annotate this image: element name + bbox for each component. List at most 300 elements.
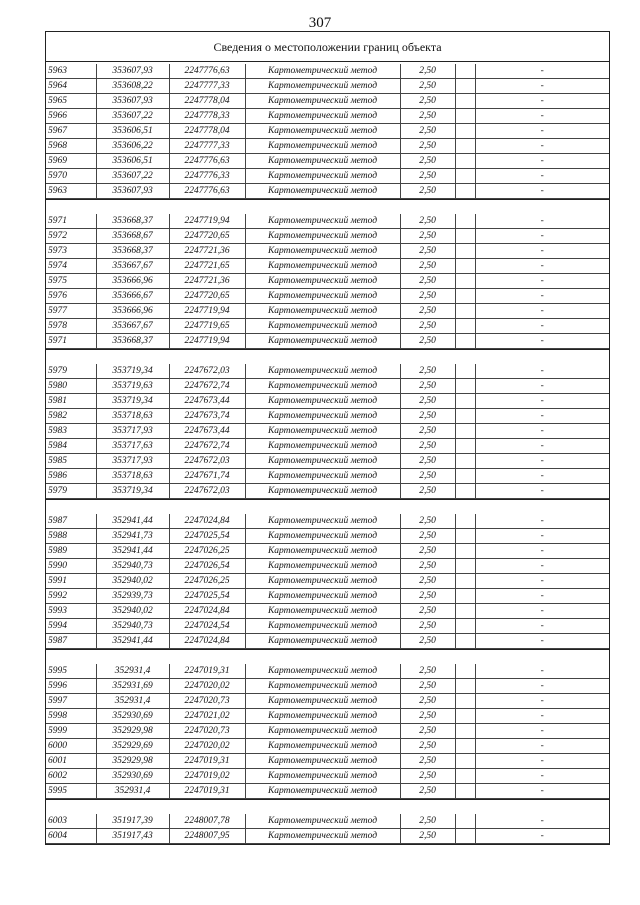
empty-cell <box>455 379 475 394</box>
point-number-cell: 5963 <box>46 184 96 199</box>
empty-cell <box>455 424 475 439</box>
note-cell: - <box>475 769 609 784</box>
y-coordinate-cell: 2247024,54 <box>169 619 245 634</box>
x-coordinate-cell: 353718,63 <box>96 469 169 484</box>
x-coordinate-cell: 352941,44 <box>96 544 169 559</box>
accuracy-cell: 2,50 <box>400 559 455 574</box>
note-cell: - <box>475 79 609 94</box>
table-row <box>46 109 609 124</box>
accuracy-cell: 2,50 <box>400 724 455 739</box>
empty-cell <box>455 364 475 379</box>
x-coordinate-cell: 352931,4 <box>96 694 169 709</box>
method-cell: Картометрический метод <box>245 94 400 109</box>
x-coordinate-cell: 353719,34 <box>96 484 169 499</box>
empty-cell <box>455 724 475 739</box>
note-cell: - <box>475 64 609 79</box>
point-number-cell: 5987 <box>46 634 96 649</box>
y-coordinate-cell: 2247721,36 <box>169 244 245 259</box>
method-cell: Картометрический метод <box>245 109 400 124</box>
method-cell: Картометрический метод <box>245 589 400 604</box>
point-number-cell: 5978 <box>46 319 96 334</box>
block-separator <box>46 199 609 214</box>
y-coordinate-cell: 2247672,03 <box>169 484 245 499</box>
note-cell: - <box>475 589 609 604</box>
y-coordinate-cell: 2247026,54 <box>169 559 245 574</box>
note-cell: - <box>475 289 609 304</box>
y-coordinate-cell: 2247025,54 <box>169 589 245 604</box>
coordinate-table <box>46 814 609 844</box>
coordinates-document <box>45 31 610 845</box>
point-number-cell: 5979 <box>46 484 96 499</box>
x-coordinate-cell: 352939,73 <box>96 589 169 604</box>
point-number-cell: 5992 <box>46 589 96 604</box>
y-coordinate-cell: 2247024,84 <box>169 604 245 619</box>
method-cell: Картометрический метод <box>245 559 400 574</box>
section-title: Сведения о местоположении границ объекта <box>46 32 609 62</box>
table-row <box>46 829 609 844</box>
table-row <box>46 259 609 274</box>
method-cell: Картометрический метод <box>245 664 400 679</box>
empty-cell <box>455 574 475 589</box>
note-cell: - <box>475 154 609 169</box>
table-row <box>46 529 609 544</box>
empty-cell <box>455 484 475 499</box>
empty-cell <box>455 529 475 544</box>
point-number-cell: 5988 <box>46 529 96 544</box>
y-coordinate-cell: 2247776,63 <box>169 154 245 169</box>
empty-cell <box>455 79 475 94</box>
method-cell: Картометрический метод <box>245 454 400 469</box>
note-cell: - <box>475 604 609 619</box>
method-cell: Картометрический метод <box>245 424 400 439</box>
empty-cell <box>455 229 475 244</box>
y-coordinate-cell: 2247719,94 <box>169 214 245 229</box>
x-coordinate-cell: 352931,4 <box>96 664 169 679</box>
y-coordinate-cell: 2247672,03 <box>169 454 245 469</box>
point-number-cell: 5965 <box>46 94 96 109</box>
empty-cell <box>455 244 475 259</box>
point-number-cell: 5990 <box>46 559 96 574</box>
accuracy-cell: 2,50 <box>400 184 455 199</box>
note-cell: - <box>475 424 609 439</box>
y-coordinate-cell: 2247020,02 <box>169 679 245 694</box>
y-coordinate-cell: 2247024,84 <box>169 514 245 529</box>
empty-cell <box>455 139 475 154</box>
note-cell: - <box>475 619 609 634</box>
accuracy-cell: 2,50 <box>400 694 455 709</box>
accuracy-cell: 2,50 <box>400 769 455 784</box>
x-coordinate-cell: 353607,22 <box>96 109 169 124</box>
x-coordinate-cell: 353666,67 <box>96 289 169 304</box>
point-number-cell: 5977 <box>46 304 96 319</box>
method-cell: Картометрический метод <box>245 769 400 784</box>
note-cell: - <box>475 439 609 454</box>
accuracy-cell: 2,50 <box>400 274 455 289</box>
note-cell: - <box>475 484 609 499</box>
accuracy-cell: 2,50 <box>400 109 455 124</box>
y-coordinate-cell: 2247777,33 <box>169 79 245 94</box>
empty-cell <box>455 829 475 844</box>
empty-cell <box>455 184 475 199</box>
accuracy-cell: 2,50 <box>400 259 455 274</box>
method-cell: Картометрический метод <box>245 409 400 424</box>
method-cell: Картометрический метод <box>245 214 400 229</box>
point-number-cell: 5989 <box>46 544 96 559</box>
x-coordinate-cell: 353666,96 <box>96 304 169 319</box>
method-cell: Картометрический метод <box>245 724 400 739</box>
method-cell: Картометрический метод <box>245 289 400 304</box>
y-coordinate-cell: 2247019,02 <box>169 769 245 784</box>
x-coordinate-cell: 352931,4 <box>96 784 169 799</box>
y-coordinate-cell: 2247673,44 <box>169 394 245 409</box>
table-row <box>46 484 609 499</box>
method-cell: Картометрический метод <box>245 529 400 544</box>
empty-cell <box>455 169 475 184</box>
note-cell: - <box>475 469 609 484</box>
note-cell: - <box>475 829 609 844</box>
accuracy-cell: 2,50 <box>400 544 455 559</box>
note-cell: - <box>475 319 609 334</box>
empty-cell <box>455 754 475 769</box>
x-coordinate-cell: 352940,02 <box>96 574 169 589</box>
note-cell: - <box>475 364 609 379</box>
point-number-cell: 5983 <box>46 424 96 439</box>
table-row <box>46 784 609 799</box>
accuracy-cell: 2,50 <box>400 364 455 379</box>
note-cell: - <box>475 109 609 124</box>
empty-cell <box>455 259 475 274</box>
block-separator <box>46 799 609 814</box>
table-row <box>46 544 609 559</box>
block-separator <box>46 349 609 364</box>
note-cell: - <box>475 304 609 319</box>
accuracy-cell: 2,50 <box>400 589 455 604</box>
y-coordinate-cell: 2247024,84 <box>169 634 245 649</box>
point-number-cell: 5981 <box>46 394 96 409</box>
note-cell: - <box>475 574 609 589</box>
empty-cell <box>455 334 475 349</box>
point-number-cell: 5976 <box>46 289 96 304</box>
point-number-cell: 6004 <box>46 829 96 844</box>
method-cell: Картометрический метод <box>245 484 400 499</box>
y-coordinate-cell: 2247025,54 <box>169 529 245 544</box>
method-cell: Картометрический метод <box>245 259 400 274</box>
table-row <box>46 604 609 619</box>
accuracy-cell: 2,50 <box>400 424 455 439</box>
empty-cell <box>455 559 475 574</box>
table-row <box>46 154 609 169</box>
empty-cell <box>455 589 475 604</box>
x-coordinate-cell: 352931,69 <box>96 679 169 694</box>
table-row <box>46 379 609 394</box>
note-cell: - <box>475 694 609 709</box>
point-number-cell: 5966 <box>46 109 96 124</box>
empty-cell <box>455 94 475 109</box>
y-coordinate-cell: 2247672,03 <box>169 364 245 379</box>
accuracy-cell: 2,50 <box>400 229 455 244</box>
note-cell: - <box>475 559 609 574</box>
table-row <box>46 634 609 649</box>
x-coordinate-cell: 352940,73 <box>96 619 169 634</box>
x-coordinate-cell: 352941,73 <box>96 529 169 544</box>
y-coordinate-cell: 2247719,65 <box>169 319 245 334</box>
note-cell: - <box>475 394 609 409</box>
point-number-cell: 5998 <box>46 709 96 724</box>
note-cell: - <box>475 94 609 109</box>
table-row <box>46 244 609 259</box>
y-coordinate-cell: 2247020,73 <box>169 724 245 739</box>
x-coordinate-cell: 353607,22 <box>96 169 169 184</box>
note-cell: - <box>475 184 609 199</box>
empty-cell <box>455 604 475 619</box>
note-cell: - <box>475 124 609 139</box>
x-coordinate-cell: 353668,37 <box>96 214 169 229</box>
note-cell: - <box>475 634 609 649</box>
method-cell: Картометрический метод <box>245 394 400 409</box>
note-cell: - <box>475 379 609 394</box>
table-row <box>46 619 609 634</box>
point-number-cell: 5994 <box>46 619 96 634</box>
point-number-cell: 6000 <box>46 739 96 754</box>
empty-cell <box>455 394 475 409</box>
table-row <box>46 319 609 334</box>
note-cell: - <box>475 214 609 229</box>
point-number-cell: 5974 <box>46 259 96 274</box>
accuracy-cell: 2,50 <box>400 634 455 649</box>
point-number-cell: 6001 <box>46 754 96 769</box>
method-cell: Картометрический метод <box>245 619 400 634</box>
method-cell: Картометрический метод <box>245 379 400 394</box>
y-coordinate-cell: 2247672,74 <box>169 379 245 394</box>
table-row <box>46 754 609 769</box>
x-coordinate-cell: 353606,22 <box>96 139 169 154</box>
accuracy-cell: 2,50 <box>400 154 455 169</box>
y-coordinate-cell: 2247720,65 <box>169 229 245 244</box>
accuracy-cell: 2,50 <box>400 64 455 79</box>
table-row <box>46 559 609 574</box>
method-cell: Картометрический метод <box>245 439 400 454</box>
accuracy-cell: 2,50 <box>400 439 455 454</box>
table-row <box>46 214 609 229</box>
method-cell: Картометрический метод <box>245 829 400 844</box>
note-cell: - <box>475 814 609 829</box>
note-cell: - <box>475 754 609 769</box>
accuracy-cell: 2,50 <box>400 469 455 484</box>
table-row <box>46 439 609 454</box>
accuracy-cell: 2,50 <box>400 514 455 529</box>
table-row <box>46 124 609 139</box>
x-coordinate-cell: 352929,98 <box>96 724 169 739</box>
point-number-cell: 5970 <box>46 169 96 184</box>
table-row <box>46 334 609 349</box>
accuracy-cell: 2,50 <box>400 829 455 844</box>
block-separator <box>46 649 609 664</box>
accuracy-cell: 2,50 <box>400 484 455 499</box>
point-number-cell: 5972 <box>46 229 96 244</box>
point-number-cell: 5997 <box>46 694 96 709</box>
x-coordinate-cell: 351917,39 <box>96 814 169 829</box>
y-coordinate-cell: 2247020,02 <box>169 739 245 754</box>
method-cell: Картометрический метод <box>245 634 400 649</box>
accuracy-cell: 2,50 <box>400 619 455 634</box>
y-coordinate-cell: 2247719,94 <box>169 304 245 319</box>
y-coordinate-cell: 2247778,04 <box>169 124 245 139</box>
x-coordinate-cell: 352930,69 <box>96 709 169 724</box>
accuracy-cell: 2,50 <box>400 319 455 334</box>
point-number-cell: 5980 <box>46 379 96 394</box>
accuracy-cell: 2,50 <box>400 604 455 619</box>
x-coordinate-cell: 352930,69 <box>96 769 169 784</box>
note-cell: - <box>475 244 609 259</box>
note-cell: - <box>475 409 609 424</box>
x-coordinate-cell: 353668,37 <box>96 334 169 349</box>
table-row <box>46 304 609 319</box>
accuracy-cell: 2,50 <box>400 94 455 109</box>
x-coordinate-cell: 353668,37 <box>96 244 169 259</box>
table-row <box>46 79 609 94</box>
empty-cell <box>455 814 475 829</box>
y-coordinate-cell: 2247019,31 <box>169 754 245 769</box>
note-cell: - <box>475 544 609 559</box>
x-coordinate-cell: 353607,93 <box>96 64 169 79</box>
accuracy-cell: 2,50 <box>400 394 455 409</box>
accuracy-cell: 2,50 <box>400 664 455 679</box>
x-coordinate-cell: 351917,43 <box>96 829 169 844</box>
empty-cell <box>455 289 475 304</box>
table-row <box>46 409 609 424</box>
empty-cell <box>455 784 475 799</box>
empty-cell <box>455 454 475 469</box>
empty-cell <box>455 319 475 334</box>
point-number-cell: 5991 <box>46 574 96 589</box>
point-number-cell: 5971 <box>46 334 96 349</box>
point-number-cell: 5986 <box>46 469 96 484</box>
y-coordinate-cell: 2247673,74 <box>169 409 245 424</box>
method-cell: Картометрический метод <box>245 784 400 799</box>
x-coordinate-cell: 352941,44 <box>96 634 169 649</box>
point-number-cell: 5985 <box>46 454 96 469</box>
empty-cell <box>455 409 475 424</box>
note-cell: - <box>475 274 609 289</box>
note-cell: - <box>475 454 609 469</box>
x-coordinate-cell: 352940,73 <box>96 559 169 574</box>
method-cell: Картометрический метод <box>245 169 400 184</box>
y-coordinate-cell: 2247720,65 <box>169 289 245 304</box>
accuracy-cell: 2,50 <box>400 409 455 424</box>
method-cell: Картометрический метод <box>245 229 400 244</box>
empty-cell <box>455 679 475 694</box>
note-cell: - <box>475 259 609 274</box>
coordinate-table <box>46 364 609 499</box>
x-coordinate-cell: 353668,67 <box>96 229 169 244</box>
table-row <box>46 814 609 829</box>
table-row <box>46 589 609 604</box>
accuracy-cell: 2,50 <box>400 754 455 769</box>
table-row <box>46 454 609 469</box>
y-coordinate-cell: 2247672,74 <box>169 439 245 454</box>
note-cell: - <box>475 229 609 244</box>
point-number-cell: 5975 <box>46 274 96 289</box>
method-cell: Картометрический метод <box>245 814 400 829</box>
method-cell: Картометрический метод <box>245 364 400 379</box>
y-coordinate-cell: 2248007,95 <box>169 829 245 844</box>
table-row <box>46 394 609 409</box>
y-coordinate-cell: 2247019,31 <box>169 784 245 799</box>
x-coordinate-cell: 353607,93 <box>96 94 169 109</box>
empty-cell <box>455 544 475 559</box>
method-cell: Картометрический метод <box>245 304 400 319</box>
y-coordinate-cell: 2247026,25 <box>169 544 245 559</box>
empty-cell <box>455 274 475 289</box>
table-row <box>46 289 609 304</box>
point-number-cell: 5967 <box>46 124 96 139</box>
note-cell: - <box>475 664 609 679</box>
y-coordinate-cell: 2247776,63 <box>169 184 245 199</box>
table-row <box>46 274 609 289</box>
table-row <box>46 169 609 184</box>
table-row <box>46 424 609 439</box>
point-number-cell: 5984 <box>46 439 96 454</box>
accuracy-cell: 2,50 <box>400 574 455 589</box>
table-row <box>46 694 609 709</box>
block-separator <box>46 499 609 514</box>
accuracy-cell: 2,50 <box>400 814 455 829</box>
y-coordinate-cell: 2247778,33 <box>169 109 245 124</box>
method-cell: Картометрический метод <box>245 574 400 589</box>
empty-cell <box>455 64 475 79</box>
method-cell: Картометрический метод <box>245 754 400 769</box>
method-cell: Картометрический метод <box>245 694 400 709</box>
table-row <box>46 664 609 679</box>
y-coordinate-cell: 2247721,36 <box>169 274 245 289</box>
y-coordinate-cell: 2247778,04 <box>169 94 245 109</box>
x-coordinate-cell: 353607,93 <box>96 184 169 199</box>
empty-cell <box>455 469 475 484</box>
x-coordinate-cell: 352929,69 <box>96 739 169 754</box>
point-number-cell: 5964 <box>46 79 96 94</box>
accuracy-cell: 2,50 <box>400 124 455 139</box>
point-number-cell: 5971 <box>46 214 96 229</box>
method-cell: Картометрический метод <box>245 79 400 94</box>
empty-cell <box>455 109 475 124</box>
table-row <box>46 679 609 694</box>
x-coordinate-cell: 353717,93 <box>96 454 169 469</box>
method-cell: Картометрический метод <box>245 514 400 529</box>
y-coordinate-cell: 2248007,78 <box>169 814 245 829</box>
note-cell: - <box>475 139 609 154</box>
point-number-cell: 5987 <box>46 514 96 529</box>
y-coordinate-cell: 2247671,74 <box>169 469 245 484</box>
accuracy-cell: 2,50 <box>400 739 455 754</box>
note-cell: - <box>475 784 609 799</box>
empty-cell <box>455 739 475 754</box>
accuracy-cell: 2,50 <box>400 334 455 349</box>
empty-cell <box>455 154 475 169</box>
y-coordinate-cell: 2247776,33 <box>169 169 245 184</box>
point-number-cell: 5996 <box>46 679 96 694</box>
y-coordinate-cell: 2247719,94 <box>169 334 245 349</box>
point-number-cell: 5979 <box>46 364 96 379</box>
table-row <box>46 364 609 379</box>
accuracy-cell: 2,50 <box>400 139 455 154</box>
accuracy-cell: 2,50 <box>400 169 455 184</box>
accuracy-cell: 2,50 <box>400 379 455 394</box>
accuracy-cell: 2,50 <box>400 79 455 94</box>
empty-cell <box>455 124 475 139</box>
accuracy-cell: 2,50 <box>400 679 455 694</box>
point-number-cell: 6003 <box>46 814 96 829</box>
method-cell: Картометрический метод <box>245 709 400 724</box>
